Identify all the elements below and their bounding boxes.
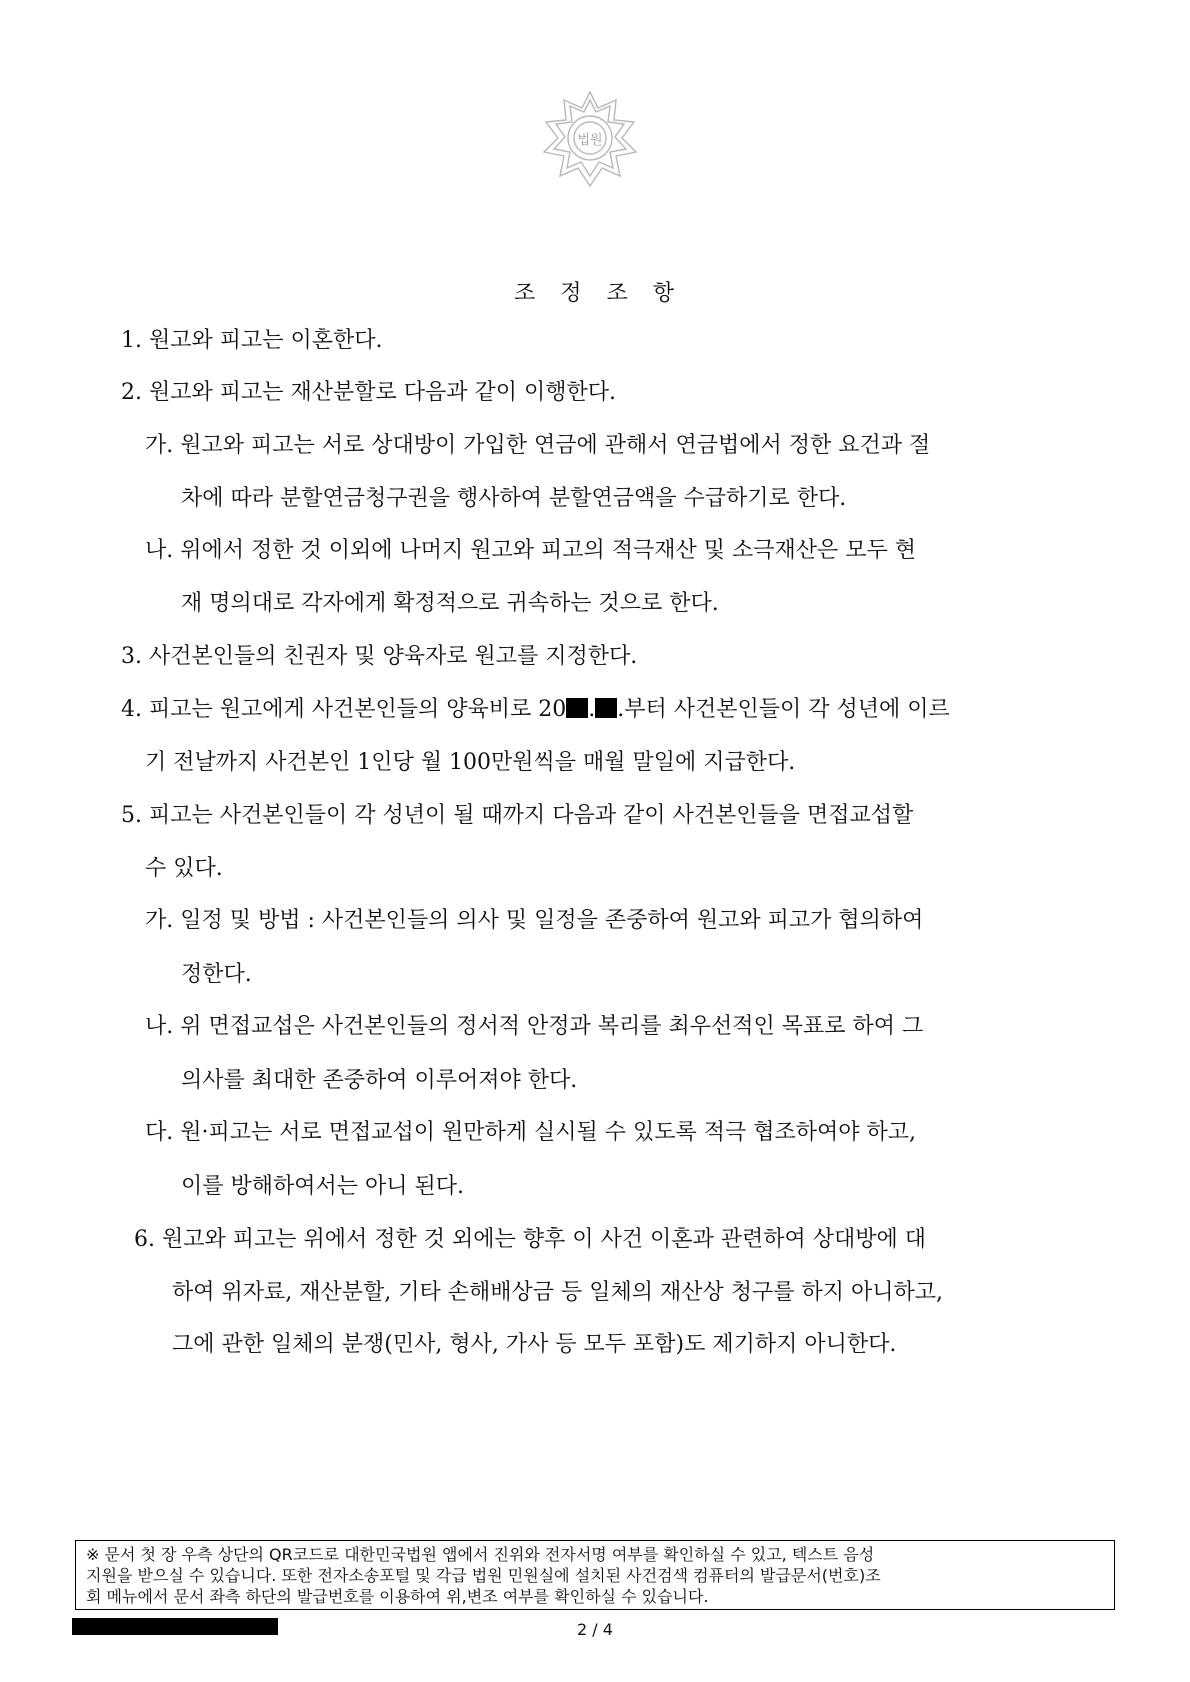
- clause-6-line-1: 6. 원고와 피고는 위에서 정한 것 외에는 향후 이 사건 이혼과 관련하여 상대방에 대: [134, 1227, 926, 1252]
- notice-line-3: 회 메뉴에서 문서 좌측 하단의 발급번호를 이용하여 위,변조 여부를 확인하실 수 있습니다.: [86, 1587, 709, 1606]
- redaction-box: [566, 698, 588, 718]
- court-seal: [538, 86, 642, 196]
- clause-5-ga-line-2: 정한다.: [181, 962, 252, 987]
- clause-2-na-line-2: 재 명의대로 각자에게 확정적으로 귀속하는 것으로 한다.: [181, 591, 719, 616]
- clause-4-year-prefix: 20: [538, 697, 567, 722]
- clause-2: 2. 원고와 피고는 재산분할로 다음과 같이 이행한다.: [121, 380, 616, 405]
- clause-5-da-line-2: 이를 방해하여서는 아니 된다.: [181, 1174, 464, 1199]
- clause-2-ga-line-2: 차에 따라 분할연금청구권을 행사하여 분할연금액을 수급하기로 한다.: [181, 486, 847, 511]
- clause-3: 3. 사건본인들의 친권자 및 양육자로 원고를 지정한다.: [121, 644, 638, 669]
- clause-5-line-1: 5. 피고는 사건본인들이 각 성년이 될 때까지 다음과 같이 사건본인들을 면접교섭할: [121, 803, 914, 828]
- clause-1: 1. 원고와 피고는 이혼한다.: [121, 328, 383, 353]
- clause-4-text-a: 4. 피고는 원고에게 사건본인들의 양육비로: [121, 697, 539, 722]
- page-number: 2 / 4: [577, 1620, 613, 1639]
- clause-6-line-2: 하여 위자료, 재산분할, 기타 손해배상금 등 일체의 재산상 청구를 하지 아니하고,: [172, 1280, 943, 1305]
- clause-6-line-3: 그에 관한 일체의 분쟁(민사, 형사, 가사 등 모두 포함)도 제기하지 아니한다.: [172, 1332, 897, 1357]
- notice-line-2: 지원을 받으실 수 있습니다. 또한 전자소송포털 및 각급 법원 민원실에 설치된 사건검색 컴퓨터의 발급문서(번호)조: [86, 1566, 881, 1585]
- redaction-box: [595, 698, 617, 718]
- document-title: 조 정 조 항: [514, 281, 676, 306]
- clause-5-ga-line-1: 가. 일정 및 방법 : 사건본인들의 의사 및 일정을 존중하여 원고와 피고가 협의하여: [145, 908, 924, 933]
- clause-4-date-separator: .: [588, 697, 596, 722]
- clause-5-da-line-1: 다. 원·피고는 서로 면접교섭이 원만하게 실시될 수 있도록 적극 협조하여야 하고,: [145, 1120, 916, 1145]
- clause-4-line-1: [121, 695, 950, 725]
- clause-5-line-2: 수 있다.: [145, 856, 223, 881]
- clause-2-na-line-1: 나. 위에서 정한 것 이외에 나머지 원고와 피고의 적극재산 및 소극재산은 모두 현: [145, 538, 916, 563]
- notice-line-1: ※ 문서 첫 장 우측 상단의 QR코드로 대한민국법원 앱에서 진위와 전자서명 여부를 확인하실 수 있고, 텍스트 음성: [86, 1545, 875, 1564]
- clause-5-na-line-1: 나. 위 면접교섭은 사건본인들의 정서적 안정과 복리를 최우선적인 목표로 하여 그: [145, 1014, 924, 1039]
- clause-4-text-b: .부터 사건본인들이 각 성년에 이르: [617, 697, 950, 722]
- clause-4-line-2: 기 전날까지 사건본인 1인당 월 100만원씩을 매월 말일에 지급한다.: [145, 750, 796, 775]
- clause-2-ga-line-1: 가. 원고와 피고는 서로 상대방이 가입한 연금에 관해서 연금법에서 정한 요건과 절: [145, 433, 931, 458]
- clause-5-na-line-2: 의사를 최대한 존중하여 이루어져야 한다.: [181, 1068, 578, 1093]
- verification-notice: [75, 1540, 1115, 1610]
- seal-text: 법원: [577, 133, 603, 148]
